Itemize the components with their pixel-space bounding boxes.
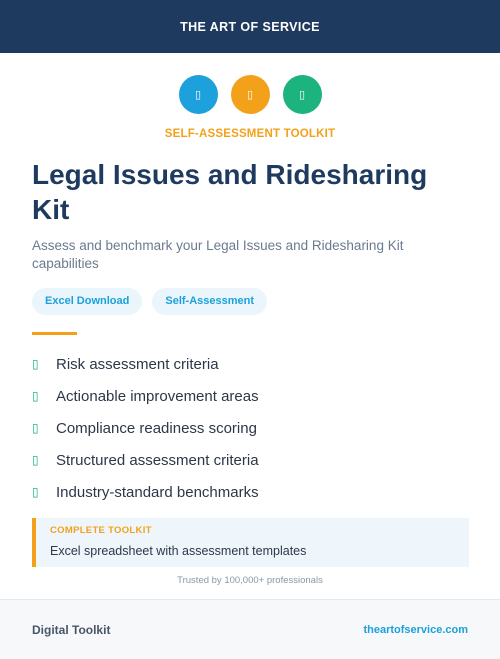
feature-text: Actionable improvement areas bbox=[56, 387, 259, 405]
tag-excel-download: Excel Download bbox=[32, 288, 142, 315]
toolkit-callout bbox=[32, 518, 469, 567]
header-bar bbox=[0, 0, 500, 53]
footer-label: Digital Toolkit bbox=[32, 622, 111, 637]
feature-item bbox=[32, 476, 472, 508]
callout-label: COMPLETE TOOLKIT bbox=[50, 525, 152, 536]
website-link[interactable]: theartofservice.com bbox=[363, 623, 468, 636]
page-title: Legal Issues and Ridesharing Kit bbox=[32, 159, 428, 225]
feature-text: Structured assessment criteria bbox=[56, 451, 259, 469]
feature-list bbox=[32, 348, 472, 508]
feature-item bbox=[32, 412, 472, 444]
feature-text: Industry-standard benchmarks bbox=[56, 483, 259, 501]
chart-icon: ▯ bbox=[179, 75, 218, 114]
feature-item bbox=[32, 348, 472, 380]
feature-text: Compliance readiness scoring bbox=[56, 419, 257, 437]
page-subtitle: Assess and benchmark your Legal Issues and Ridesharing Kit capabilities bbox=[32, 238, 404, 271]
check-icon: ▯ bbox=[32, 357, 39, 371]
check-icon: ▯ bbox=[32, 485, 39, 499]
target-icon: ▯ bbox=[283, 75, 322, 114]
feature-item bbox=[32, 444, 472, 476]
check-icon: ▯ bbox=[32, 421, 39, 435]
feature-item bbox=[32, 380, 472, 412]
checklist-icon: ▯ bbox=[231, 75, 270, 114]
icon-row bbox=[0, 75, 500, 114]
callout-description: Excel spreadsheet with assessment templates bbox=[50, 544, 307, 558]
kicker-label: SELF-ASSESSMENT TOOLKIT bbox=[164, 128, 336, 140]
check-icon: ▯ bbox=[32, 453, 39, 467]
tag-list bbox=[32, 288, 267, 315]
tag-self-assessment: Self-Assessment bbox=[152, 288, 267, 315]
trust-statement: Trusted by 100,000+ professionals bbox=[177, 575, 323, 586]
accent-divider bbox=[32, 332, 77, 335]
brand-name: THE ART OF SERVICE bbox=[180, 19, 320, 34]
check-icon: ▯ bbox=[32, 389, 39, 403]
feature-text: Risk assessment criteria bbox=[56, 355, 219, 373]
footer-bar bbox=[0, 599, 500, 659]
